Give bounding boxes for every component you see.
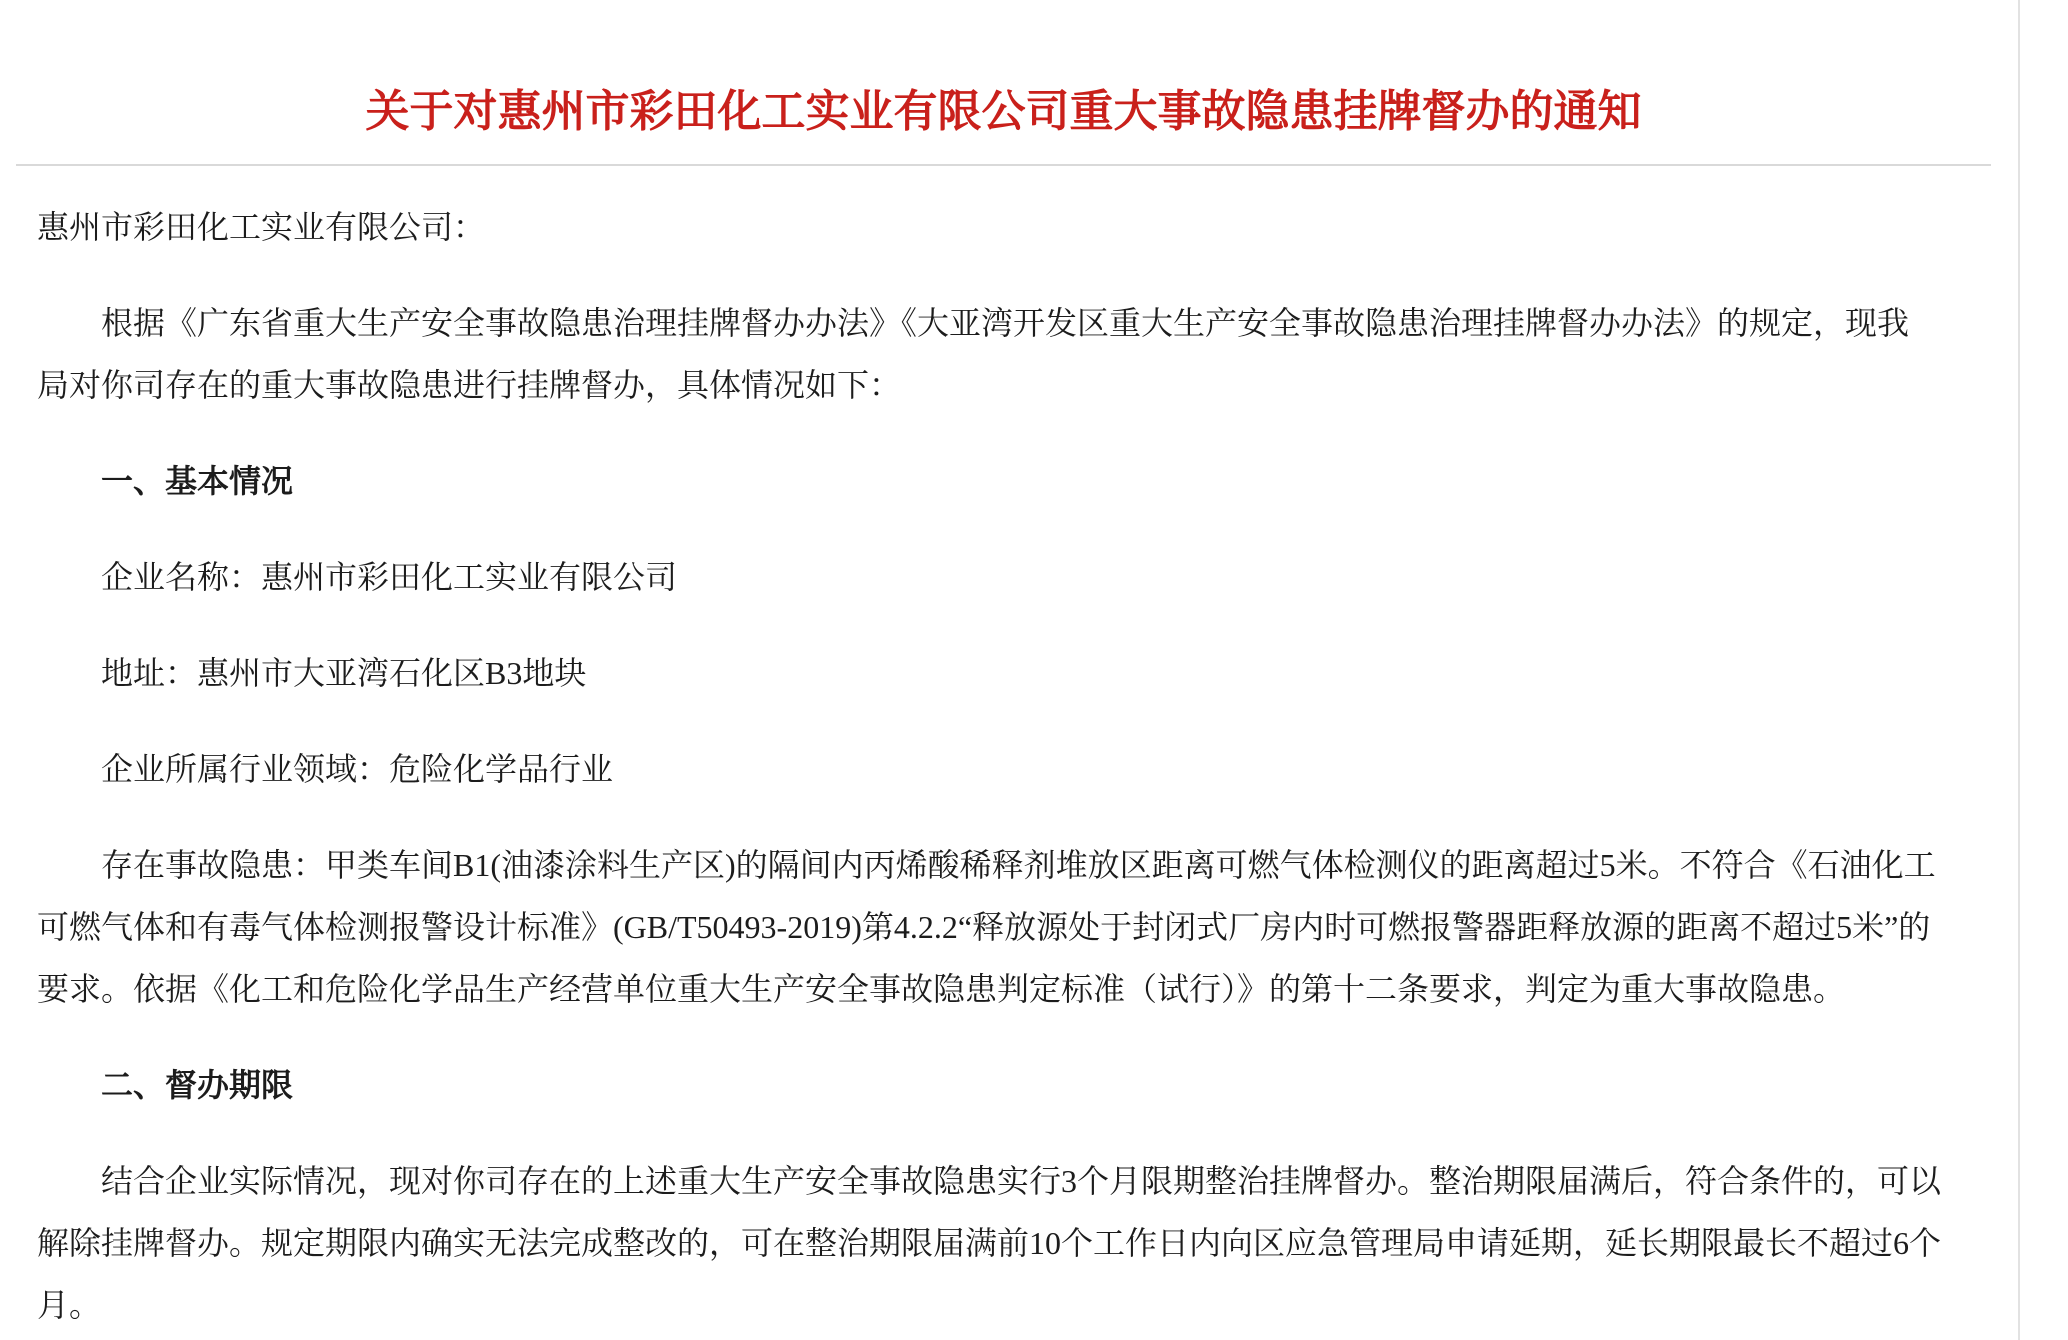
industry-label: 企业所属行业领域： [101,751,390,787]
title-divider [16,164,1991,166]
section-heading-deadline [37,1054,1997,1116]
hazard-line: 存在事故隐患：甲类车间B1(油漆涂料生产区)的隔间内丙烯酸稀释剂堆放区距离可燃气体检测仪的距离超过5米。不符合《石油化工 [101,847,1936,883]
deadline-line: 月。 [37,1287,102,1323]
deadline-line: 结合企业实际情况，现对你司存在的上述重大生产安全事故隐患实行3个月限期整治挂牌督办。整治期限届满后，符合条件的，可以 [101,1163,1942,1199]
company-name-label: 企业名称： [101,559,262,595]
hazard-line: 可燃气体和有毒气体检测报警设计标准》(GB/T50493-2019)第4.2.2“释放源处于封闭式厂房内时可燃报警器距释放源的距离不超过5米”的 [37,909,1931,945]
address-value: 惠州市大亚湾石化区B3地块 [197,655,587,691]
salutation-paragraph [37,196,1997,258]
address-label: 地址： [101,655,198,691]
basis-paragraph [37,292,1997,416]
notice-title: 关于对惠州市彩田化工实业有限公司重大事故隐患挂牌督办的通知 [365,87,1642,136]
section-heading-basic-info [37,450,1997,512]
scrollbar-track[interactable] [2018,0,2068,1340]
salutation: 惠州市彩田化工实业有限公司： [37,209,486,245]
deadline-line: 解除挂牌督办。规定期限内确实无法完成整改的，可在整治期限届满前10个工作日内向区应急管理局申请延期，延长期限最长不超过6个 [37,1225,1942,1261]
industry-paragraph [37,738,1997,800]
section-heading: 二、督办期限 [101,1067,294,1103]
basis-line: 局对你司存在的重大事故隐患进行挂牌督办，具体情况如下： [37,367,902,403]
notice-body [37,196,1997,1336]
company-name-line [37,546,1997,608]
address-line [37,642,1997,704]
company-name-value: 惠州市彩田化工实业有限公司 [261,559,678,595]
section-heading: 一、基本情况 [101,463,294,499]
hazard-line: 要求。依据《化工和危险化学品生产经营单位重大生产安全事故隐患判定标准（试行）》的第十二条要求，判定为重大事故隐患。 [37,971,1846,1007]
company-name-paragraph [37,546,1997,608]
address-paragraph [37,642,1997,704]
industry-line [37,738,1997,800]
deadline-paragraph [37,1150,1997,1336]
basis-line: 根据《广东省重大生产安全事故隐患治理挂牌督办办法》《大亚湾开发区重大生产安全事故隐患治理挂牌督办办法》的规定，现我 [101,305,1910,341]
hazard-paragraph [37,834,1997,1020]
industry-value: 危险化学品行业 [389,751,614,787]
